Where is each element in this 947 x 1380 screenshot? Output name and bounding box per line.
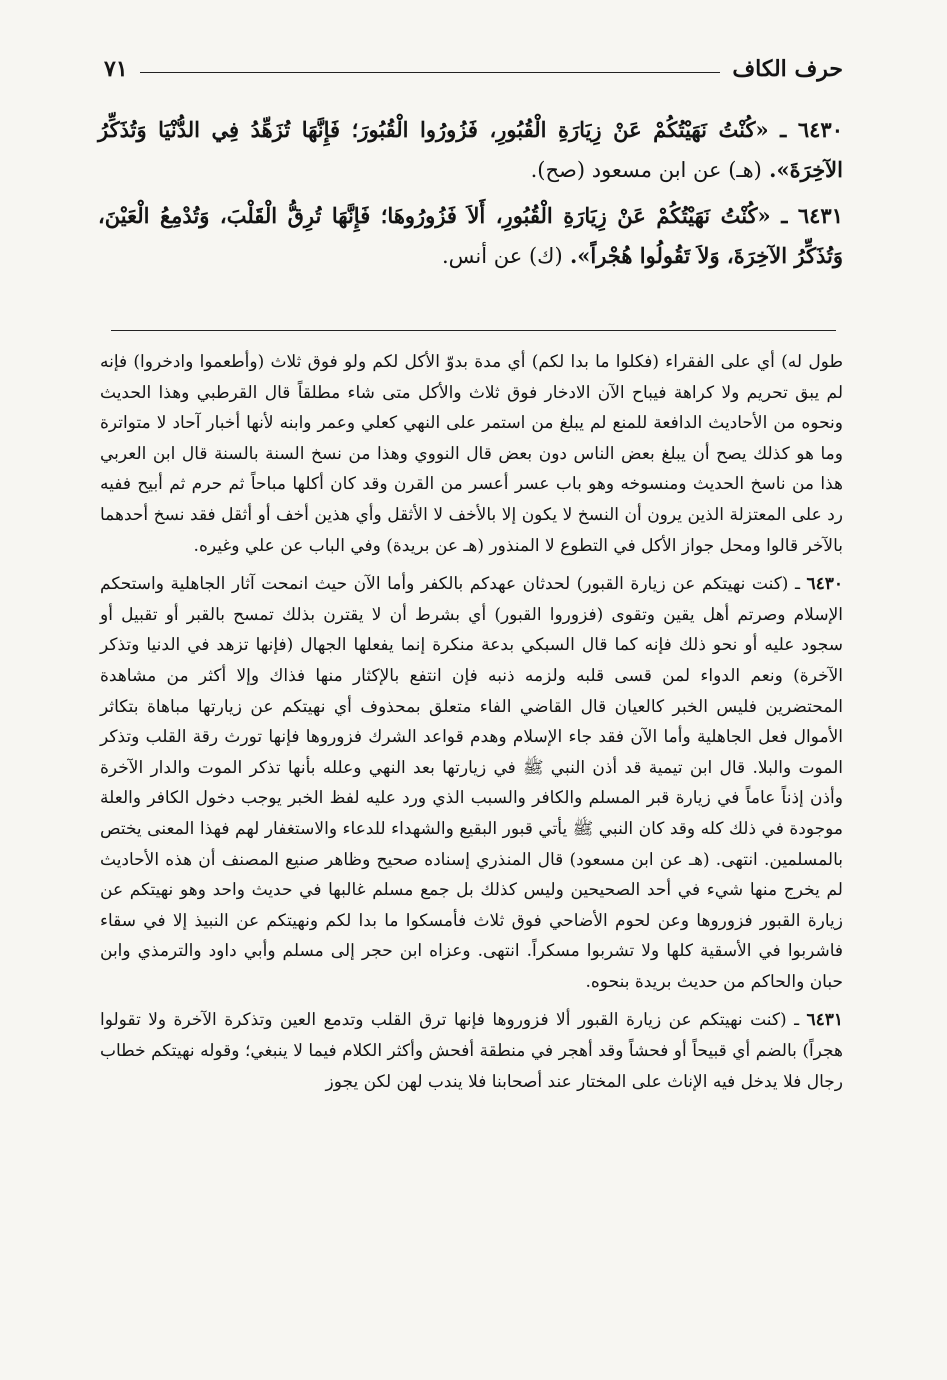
footnote-separator (111, 330, 836, 331)
commentary-text: (كنت نهيتكم عن زيارة القبور) لحدثان عهدكم بالكفر وأما الآن حيث انمحت آثار الجاهلية واستحكم الإسلام وصرتم أهل يقين وتقوى (فزوروا القبور) أي بشرط أن لا يقترن بذلك تمسح بالقبر أو تقبيل أو سجود عليه أو نحو ذلك فإنه كما قال السبكي بدعة منكرة إنما يفعلها الجهال (فإنها تزهد في الدنيا وتذكر الآخرة) ونعم الدواء لمن قسى قلبه ولزمه ذنبه فإن انتفع بالإكثار منها فذاك وإلا أكثر من مشاهدة المحتضرين فليس الخبر كالعيان قال القاضي الفاء متعلق بمحذوف أي نهيتكم عن زيارتها مباهاة بتكاثر الأموال فعل الجاهلية وأما الآن فقد جاء الإسلام وهدم قواعد الشرك فزوروها فإنها تورث رقة القلب وتذكر الموت والبلا. قال ابن تيمية قد أذن النبي ﷺ في زيارتها بعد النهي وعلله بأنها تذكر الموت والدار الآخرة وأذن إذناً عاماً في زيارة قبر المسلم والكافر والسبب الذي ورد عليه لفظ الخبر يوجب دخول الكافر والعلة موجودة في ذلك كله وقد كان النبي ﷺ يأتي قبور البقيع والشهداء للدعاء والاستغفار لهم فهذا المعنى يختص بالمسلمين. انتهى. (هـ عن ابن مسعود) قال المنذري إسناده صحيح وظاهر صنيع المصنف أن هذه الأحاديث لم يخرج منها شيء في أحد الصحيحين وليس كذلك بل جمع مسلم غالبها في حديث واحد وهو نهيتكم عن زيارة القبور فزوروها وعن لحوم الأضاحي فوق ثلاث فأمسكوا ما بدا لكم ونهيتكم عن النبيذ إلا في سقاء فاشربوا في الأسقية كلها ولا تشربوا مسكراً. انتهى. وعزاه ابن حجر إلى مسلم وأبي داود والترمذي وابن حبان والحاكم من حديث بريدة بنحوه. (100, 574, 843, 992)
hadith-section (98, 110, 843, 282)
hadith-citation: (هـ) عن ابن مسعود (صح). (530, 158, 762, 182)
commentary-text: طول له) أي على الفقراء (فكلوا ما بدا لكم) أي مدة بدوّ الأكل لكم ولو فوق ثلاث (وأطعموا وادخروا) فإنه لم يبق تحريم ولا كراهة فيباح الآن الادخار فوق ثلاث والأكل متى شاء مطلقاً قال القرطبي وهذا الحديث ونحوه من الأحاديث الدافعة للمنع لم يبلغ من استمر على النهي كعلي وعمر وابنه لأنها أخبار آحاد لا متواترة وما هو كذلك يصح أن يبلغ بعض الناس دون بعض قال النووي وهذا من نسخ السنة بالسنة قال ابن العربي هذا من ناسخ الحديث ومنسوخه وهو باب عسر أعسر من القرن وقد كان أكلها مباحاً ثم حرم ثم أبيح ففيه رد على المعتزلة الذين يرون أن النسخ لا يكون إلا بالأخف لا الأثقل وأي هذين أخف أو أثقل فقد نسخ أحدهما بالآخر قالوا ومحل جواز الأكل في التطوع لا المنذور (هـ عن بريدة) وفي الباب عن علي وغيره. (100, 352, 843, 556)
commentary-paragraph (100, 347, 843, 561)
commentary-paragraph: ٦٤٣٠ ـ (كنت نهيتكم عن زيارة القبور) لحدثان عهدكم بالكفر وأما الآن حيث انمحت آثار الجاهلية واستحكم الإسلام وصرتم أهل يقين وتقوى (فزوروا القبور) أي بشرط أن لا يقترن بذلك تمسح بالقبر أو تقبيل أو سجود عليه أو نحو ذلك فإنه كما قال السبكي بدعة منكرة إنما يفعلها الجهال (فإنها تزهد في الدنيا وتذكر الآخرة) ونعم الدواء لمن قسى قلبه ولزمه ذنبه فإن انتفع بالإكثار منها فذاك وإلا أكثر من مشاهدة المحتضرين فليس الخبر كالعيان قال القاضي الفاء متعلق بمحذوف أي نهيتكم عن زيارتها مباهاة بتكاثر الأموال فعل الجاهلية وأما الآن فقد جاء الإسلام وهدم قواعد الشرك فزوروها فإنها تورث رقة القلب وتذكر الموت والبلا. قال ابن تيمية قد أذن النبي ﷺ في زيارتها بعد النهي وعلله بأنها تذكر الموت والدار الآخرة وأذن إذناً عاماً في زيارة قبر المسلم والكافر والسبب الذي ورد عليه لفظ الخبر يوجب دخول الكافر والعلة موجودة في ذلك كله وقد كان النبي ﷺ يأتي قبور البقيع والشهداء للدعاء والاستغفار لهم فهذا المعنى يختص بالمسلمين. انتهى. (هـ عن ابن مسعود) قال المنذري إسناده صحيح وظاهر صنيع المصنف أن هذه الأحاديث لم يخرج منها شيء في أحد الصحيحين وليس كذلك بل جمع مسلم غالبها في حديث واحد وهو نهيتكم عن زيارة القبور فزوروها وعن لحوم الأضاحي فوق ثلاث فأمسكوا ما بدا لكم ونهيتكم عن النبيذ إلا في سقاء فاشربوا في الأسقية كلها ولا تشربوا مسكراً. انتهى. وعزاه ابن حجر إلى مسلم وأبي داود والترمذي وابن حبان والحاكم من حديث بريدة بنحوه. (100, 574, 843, 992)
commentary-number: ٦٤٣٠ (806, 574, 843, 595)
hadith-citation: (ك) عن أنس. (441, 244, 563, 268)
page-header (104, 52, 843, 86)
commentary-section (100, 347, 843, 1105)
page-number: ٧١ (104, 56, 128, 82)
hadith-number: ٦٤٣١ (797, 203, 843, 228)
commentary-text: (كنت نهيتكم عن زيارة القبور ألا فزوروها فإنها ترق القلب وتدمع العين وتذكرة الآخرة ولا تقولوا هجراً) بالضم أي قبيحاً أو فحشاً وقد أهجر في منطقة أفحش وأكثر الكلام فيما لا ينبغي؛ وقوله نهيتكم خطاب رجال فلا يدخل فيه الإناث على المختار عند أصحابنا فلا يندب لهن لكن يجوز (100, 1010, 843, 1092)
hadith-number: ٦٤٣٠ (797, 117, 843, 142)
header-rule (140, 72, 721, 73)
hadith-text: «كُنْتُ نَهَيْتُكُمْ عَنْ زِيَارَةِ الْقُبُورِ، أَلاَ فَزُورُوهَا؛ فَإِنَّهَا تُرِقُّ الْقَلْبَ، وَتُدْمِعُ الْعَيْنَ، وَتُذَكِّرُ الآخِرَةَ، وَلاَ تَقُولُوا هُجْراً». (98, 203, 843, 268)
hadith-entry: ٦٤٣١ ـ «كُنْتُ نَهَيْتُكُمْ عَنْ زِيَارَةِ الْقُبُورِ، أَلاَ فَزُورُوهَا؛ فَإِنَّهَا تُرِقُّ الْقَلْبَ، وَتُدْمِعُ الْعَيْنَ، وَتُذَكِّرُ الآخِرَةَ، وَلاَ تَقُولُوا هُجْراً». (ك) عن أنس. (98, 203, 843, 268)
hadith-entry: ٦٤٣٠ ـ «كُنْتُ نَهَيْتُكُمْ عَنْ زِيَارَةِ الْقُبُورِ، فَزُورُوا الْقُبُورَ؛ فَإِنَّهَا تُزَهِّدُ فِي الدُّنْيَا وَتُذَكِّرُ الآخِرَةَ». (هـ) عن ابن مسعود (صح). (98, 117, 843, 182)
chapter-title: حرف الكاف (732, 56, 843, 82)
commentary-number: ٦٤٣١ (806, 1010, 844, 1031)
hadith-text: «كُنْتُ نَهَيْتُكُمْ عَنْ زِيَارَةِ الْقُبُورِ، فَزُورُوا الْقُبُورَ؛ فَإِنَّهَا تُزَهِّدُ فِي الدُّنْيَا وَتُذَكِّرُ الآخِرَةَ». (98, 117, 843, 182)
commentary-paragraph: ٦٤٣١ ـ (كنت نهيتكم عن زيارة القبور ألا فزوروها فإنها ترق القلب وتدمع العين وتذكرة الآخرة ولا تقولوا هجراً) بالضم أي قبيحاً أو فحشاً وقد أهجر في منطقة أفحش وأكثر الكلام فيما لا ينبغي؛ وقوله نهيتكم خطاب رجال فلا يدخل فيه الإناث على المختار عند أصحابنا فلا يندب لهن لكن يجوز (100, 1010, 844, 1092)
